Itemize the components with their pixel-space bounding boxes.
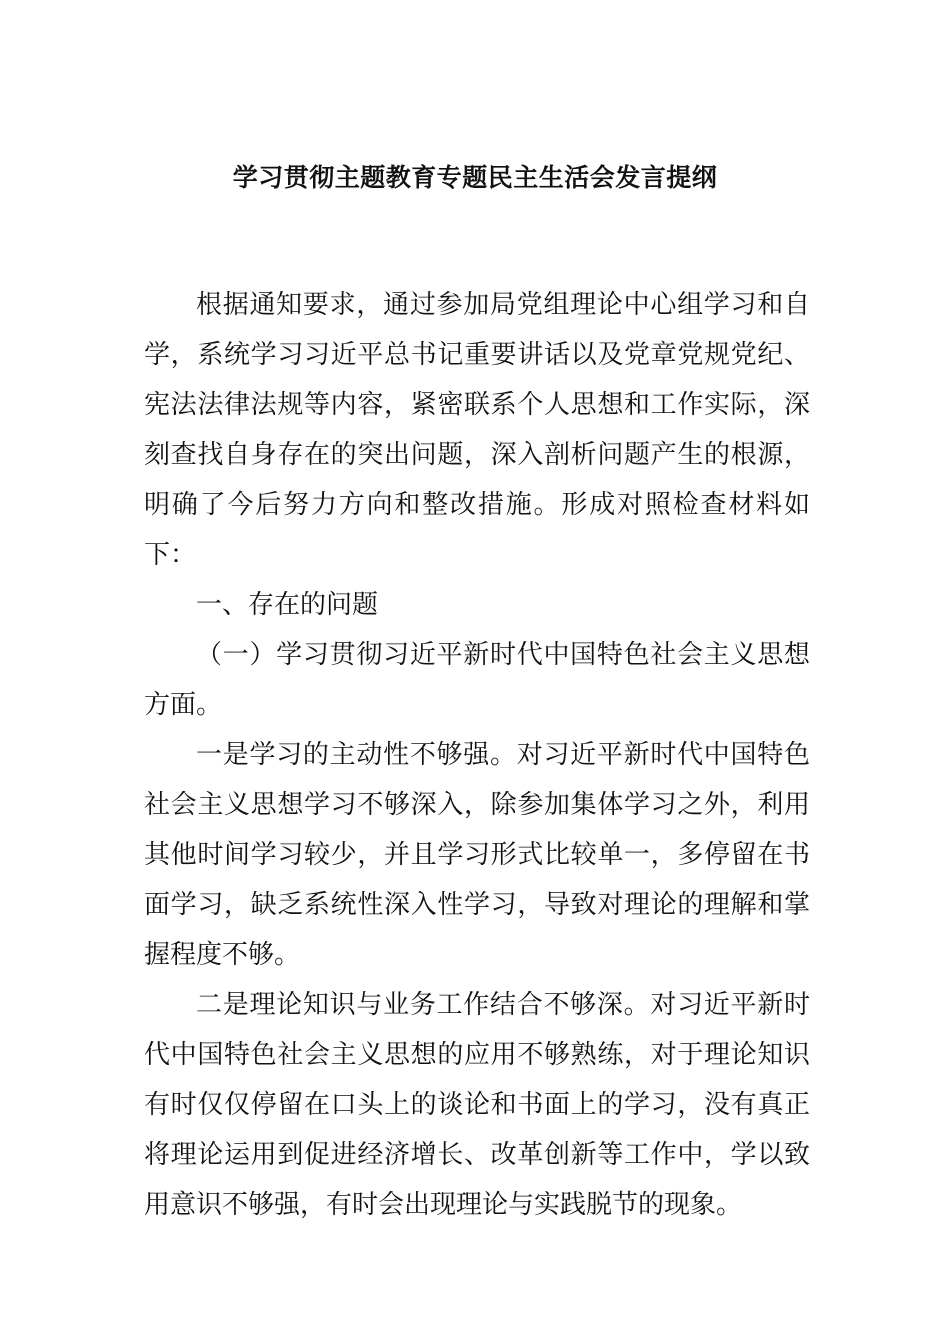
paragraph-point-one: 一是学习的主动性不够强。对习近平新时代中国特色社会主义思想学习不够深入，除参加集体学习之外，利用其他时间学习较少，并且学习形式比较单一，多停留在书面学习，缺乏系统性深入性学习，导致对理论的理解和掌握程度不够。: [144, 740, 810, 970]
paragraph-point-two: 二是理论知识与业务工作结合不够深。对习近平新时代中国特色社会主义思想的应用不够熟练，对于理论知识有时仅仅停留在口头上的谈论和书面上的学习，没有真正将理论运用到促进经济增长、改革创新等工作中，学以致用意识不够强，有时会出现理论与实践脱节的现象。: [144, 990, 810, 1220]
section-heading: 一、存在的问题: [196, 590, 379, 620]
paragraph-intro: 根据通知要求，通过参加局党组理论中心组学习和自学，系统学习习近平总书记重要讲话以及党章党规党纪、宪法法律法规等内容，紧密联系个人思想和工作实际，深刻查找自身存在的突出问题，深入剖析问题产生的根源，明确了今后努力方向和整改措施。形成对照检查材料如下：: [144, 290, 810, 570]
document-body: [144, 280, 810, 1230]
subsection-heading: （一）学习贯彻习近平新时代中国特色社会主义思想方面。: [144, 640, 810, 720]
document-title: 学习贯彻主题教育专题民主生活会发言提纲: [232, 163, 718, 192]
